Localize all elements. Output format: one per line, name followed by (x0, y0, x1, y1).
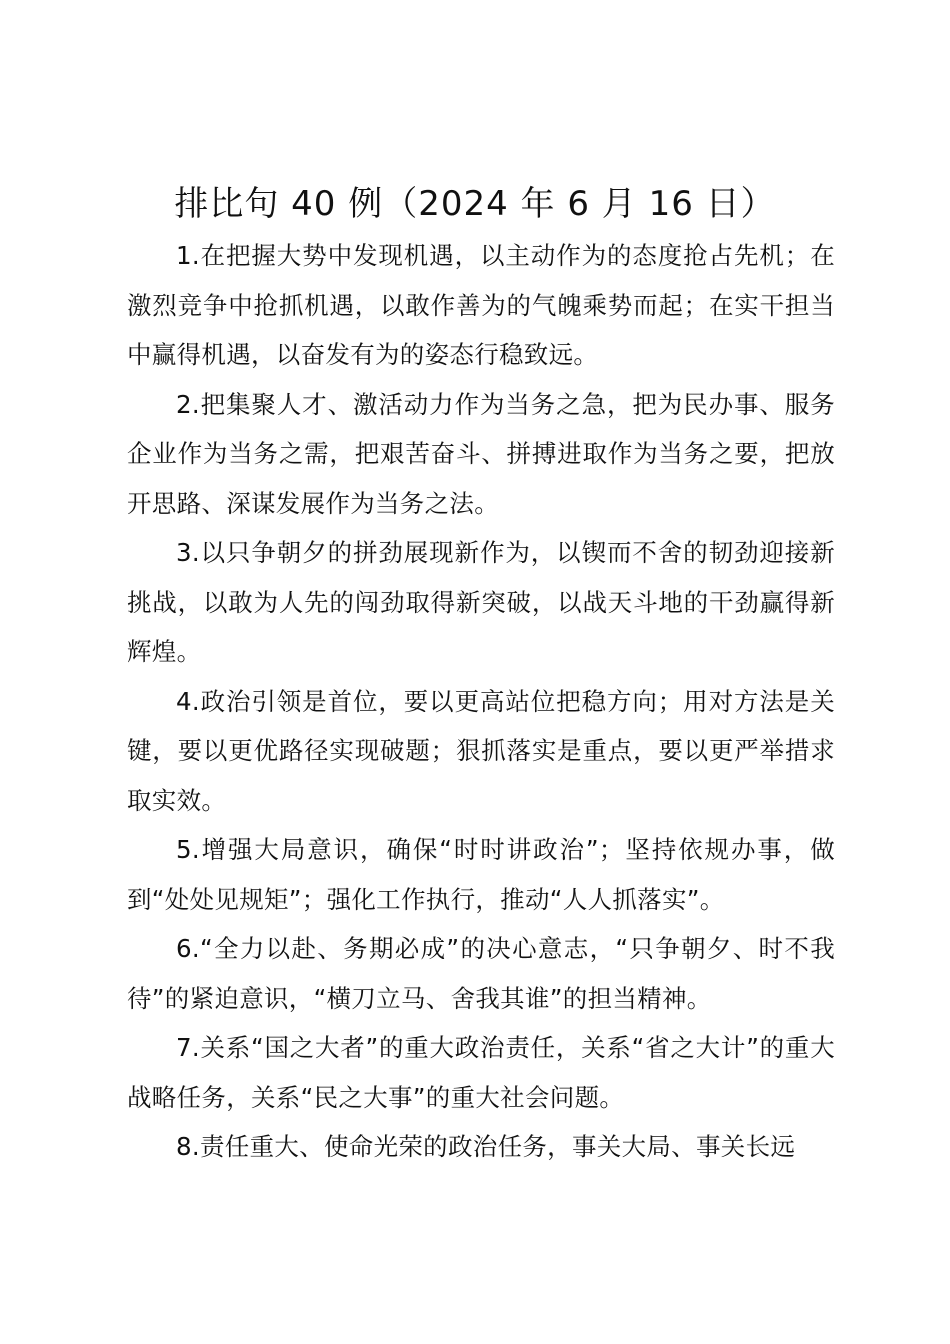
paragraph: 7.关系“国之大者”的重大政治责任，关系“省之大计”的重大战略任务，关系“民之大事”的重大社会问题。 (127, 1033, 835, 1112)
paragraph: 1.在把握大势中发现机遇，以主动作为的态度抢占先机；在激烈竞争中抢抓机遇，以敢作善为的气魄乘势而起；在实干担当中赢得机遇，以奋发有为的姿态行稳致远。 (127, 241, 835, 369)
paragraph: 2.把集聚人才、激活动力作为当务之急，把为民办事、服务企业作为当务之需，把艰苦奋斗、拼搏进取作为当务之要，把放开思路、深谋发展作为当务之法。 (127, 389, 835, 518)
paragraph: 6.“全力以赴、务期必成”的决心意志，“只争朝夕、时不我待”的紧迫意识，“横刀立马、舍我其谁”的担当精神。 (127, 934, 835, 1013)
paragraph: 4.政治引领是首位，要以更高站位把稳方向；用对方法是关键，要以更优路径实现破题；狠抓落实是重点，要以更严举措求取实效。 (127, 686, 835, 815)
page-title: 排比句 40 例（2024 年 6 月 16 日） (174, 184, 776, 224)
paragraph: 8.责任重大、使命光荣的政治任务，事关大局、事关长远 (176, 1132, 796, 1161)
paragraph: 5.增强大局意识，确保“时时讲政治”；坚持依规办事，做到“处处见规矩”；强化工作执行，推动“人人抓落实”。 (127, 835, 835, 914)
document-body (127, 231, 835, 1172)
paragraph: 3.以只争朝夕的拼劲展现新作为，以锲而不舍的韧劲迎接新挑战，以敢为人先的闯劲取得新突破，以战天斗地的干劲赢得新辉煌。 (127, 538, 835, 666)
